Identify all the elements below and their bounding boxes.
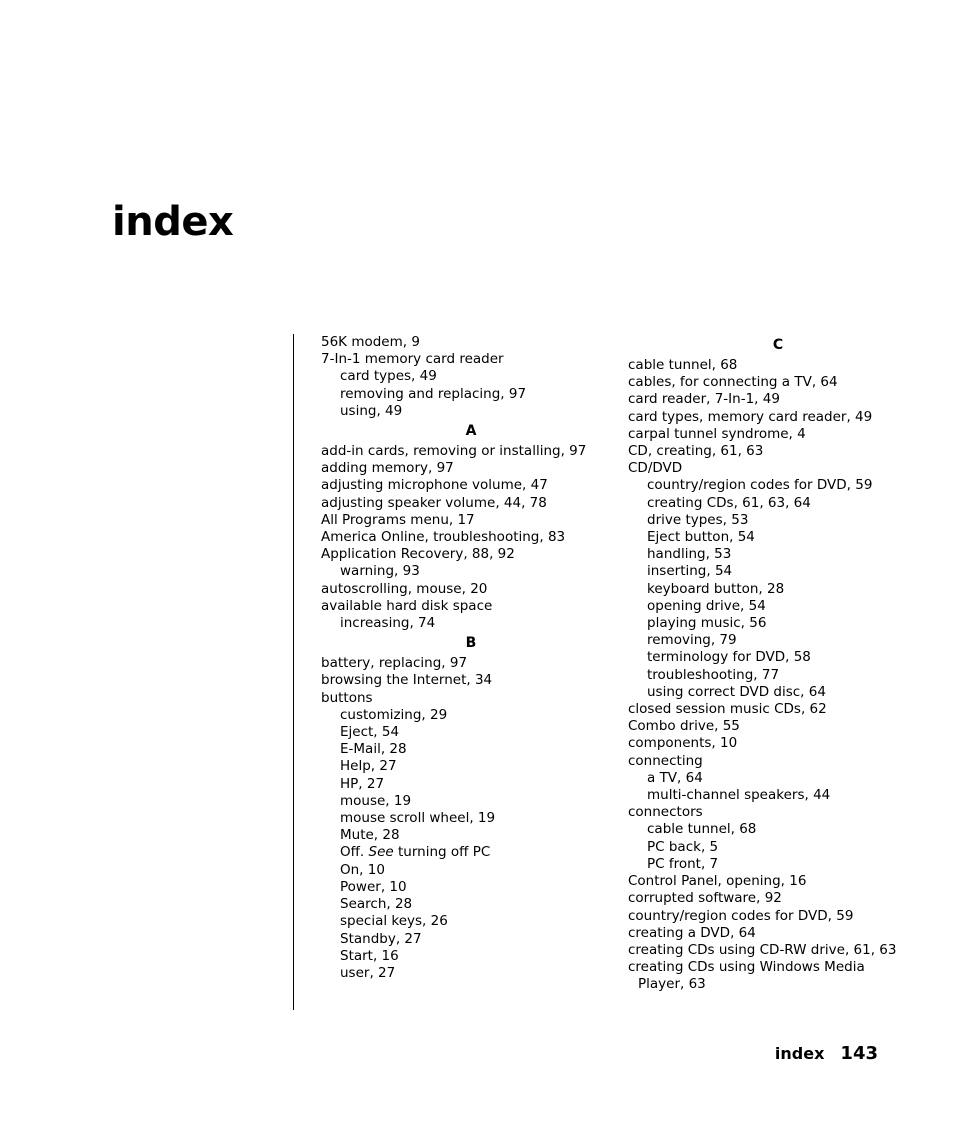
- index-entry: battery, replacing, 97: [321, 655, 468, 672]
- index-subentry: Help, 27: [340, 758, 397, 775]
- index-entry: add-in cards, removing or installing, 97: [321, 443, 587, 460]
- index-subentry: Mute, 28: [340, 827, 400, 844]
- index-subentry: troubleshooting, 77: [647, 666, 780, 683]
- index-column-left: [321, 334, 621, 982]
- index-subentry: playing music, 56: [647, 615, 767, 632]
- index-entry: available hard disk space: [321, 597, 493, 614]
- index-entry: buttons: [321, 689, 373, 706]
- section-letter: A: [465, 423, 477, 440]
- index-entry: connectors: [628, 804, 703, 821]
- index-subentry: multi-channel speakers, 44: [647, 787, 831, 804]
- index-subentry: card types, 49: [340, 368, 437, 385]
- index-entry: adjusting microphone volume, 47: [321, 477, 548, 494]
- index-entry: card reader, 7-In-1, 49: [628, 391, 780, 408]
- index-subentry: HP, 27: [340, 775, 385, 792]
- index-entry: All Programs menu, 17: [321, 511, 475, 528]
- index-subentry: using, 49: [340, 402, 403, 419]
- index-entry: 56K modem, 9: [321, 334, 420, 350]
- index-entry: country/region codes for DVD, 59: [628, 907, 854, 924]
- index-entry: cables, for connecting a TV, 64: [628, 374, 838, 391]
- index-entry: 7-In-1 memory card reader: [321, 351, 504, 368]
- index-entry: carpal tunnel syndrome, 4: [628, 425, 806, 442]
- index-subentry: Eject button, 54: [647, 529, 755, 546]
- index-subentry: special keys, 26: [340, 913, 448, 930]
- index-subentry: drive types, 53: [647, 511, 749, 528]
- index-entry: corrupted software, 92: [628, 890, 782, 907]
- index-subentry: creating CDs, 61, 63, 64: [647, 494, 811, 511]
- index-subentry: increasing, 74: [340, 615, 436, 632]
- index-subentry: inserting, 54: [647, 563, 733, 580]
- index-subentry: mouse, 19: [340, 792, 412, 809]
- index-subentry: PC front, 7: [647, 855, 719, 872]
- page-footer: [775, 1043, 878, 1065]
- section-letter: B: [465, 635, 477, 652]
- index-subentry: keyboard button, 28: [647, 580, 785, 597]
- index-entry: CD, creating, 61, 63: [628, 443, 764, 460]
- index-subentry: a TV, 64: [647, 769, 703, 786]
- index-subentry: E-Mail, 28: [340, 741, 407, 758]
- index-entry: creating CDs using CD-RW drive, 61, 63: [628, 941, 897, 958]
- section-letter: C: [772, 337, 784, 353]
- footer-label: index: [774, 1044, 825, 1063]
- index-subentry: PC back, 5: [647, 838, 719, 855]
- index-subentry: mouse scroll wheel, 19: [340, 810, 496, 827]
- index-subentry: warning, 93: [340, 563, 420, 580]
- index-subentry: user, 27: [340, 964, 396, 981]
- index-entry: Control Panel, opening, 16: [628, 873, 807, 890]
- entry-text: turning off PC: [393, 844, 491, 861]
- index-entry: adding memory, 97: [321, 460, 454, 477]
- index-entry: America Online, troubleshooting, 83: [321, 529, 566, 546]
- entry-text: Off.: [340, 844, 369, 861]
- index-entry: creating a DVD, 64: [628, 924, 756, 941]
- column-divider: [293, 334, 294, 1010]
- index-subentry: [321, 844, 621, 861]
- index-subentry: Standby, 27: [340, 930, 422, 947]
- index-subentry: opening drive, 54: [647, 597, 766, 614]
- index-entry: closed session music CDs, 62: [628, 701, 827, 718]
- index-subentry: using correct DVD disc, 64: [647, 683, 826, 700]
- index-entry: adjusting speaker volume, 44, 78: [321, 494, 547, 511]
- page-number: 143: [840, 1043, 878, 1064]
- index-subentry: On, 10: [340, 861, 385, 878]
- index-entry: components, 10: [628, 735, 738, 752]
- index-subentry: removing, 79: [647, 632, 737, 649]
- index-subentry: Search, 28: [340, 896, 413, 913]
- index-column-right: [628, 334, 928, 994]
- index-entry: card types, memory card reader, 49: [628, 408, 873, 425]
- index-subentry: Power, 10: [340, 878, 407, 895]
- see-reference: See: [368, 844, 394, 861]
- index-subentry: Eject, 54: [340, 724, 400, 741]
- index-entry: browsing the Internet, 34: [321, 672, 493, 689]
- index-subentry: country/region codes for DVD, 59: [647, 477, 873, 494]
- index-subentry: customizing, 29: [340, 706, 448, 723]
- index-subentry: terminology for DVD, 58: [647, 649, 811, 666]
- index-entry: Combo drive, 55: [628, 718, 740, 735]
- index-entry: CD/DVD: [628, 460, 683, 477]
- index-subentry: removing and replacing, 97: [340, 385, 527, 402]
- index-subentry: cable tunnel, 68: [647, 821, 757, 838]
- index-subentry: Start, 16: [340, 947, 399, 964]
- index-subentry: handling, 53: [647, 546, 732, 563]
- index-entry: autoscrolling, mouse, 20: [321, 580, 488, 597]
- index-entry-continuation: Player, 63: [638, 976, 706, 993]
- index-entry: Application Recovery, 88, 92: [321, 546, 515, 563]
- index-entry: creating CDs using Windows Media: [628, 959, 865, 976]
- index-entry: cable tunnel, 68: [628, 357, 738, 373]
- page-title: index: [112, 199, 234, 245]
- index-entry: connecting: [628, 752, 703, 769]
